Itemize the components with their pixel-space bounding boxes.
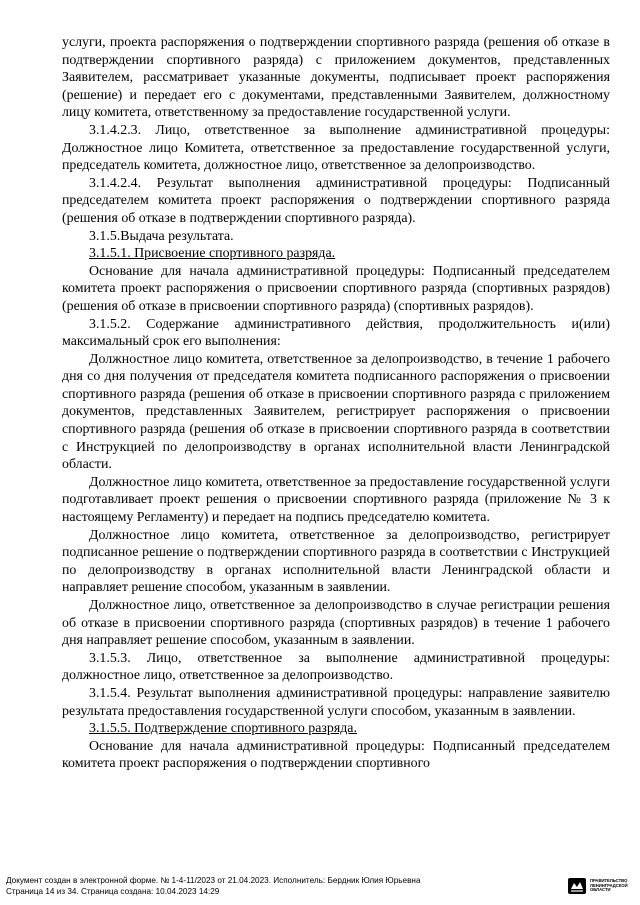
- paragraph-text: Должностное лицо комитета, ответственное за делопроизводство, регистрирует подписанное решение о подтверждении спортивного разряда в соответствии с Инструкцией по делопроизводству в органах исполнительной власти Ленинградской области и направляет решение способом, указанным в заявлении.: [62, 527, 610, 596]
- paragraph-text: 3.1.5.2. Содержание административного действия, продолжительность и(или) максимальный срок его выполнения:: [62, 316, 610, 350]
- paragraph: [62, 738, 610, 773]
- footer-logo-text: ПРАВИТЕЛЬСТВО ЛЕНИНГРАДСКОЙ ОБЛАСТИ: [590, 878, 628, 893]
- paragraph-text: Основание для начала административной процедуры: Подписанный председателем комитета проект распоряжения о присвоении спортивного разряда (спортивных разрядов) (решения об отказе в присвоении спортивного разряда) (спортивных разрядов).: [62, 263, 610, 314]
- paragraph-text: 3.1.5.3. Лицо, ответственное за выполнение административной процедуры: должностное лицо, ответственное за делопроизводство.: [62, 650, 610, 684]
- document-footer: [6, 876, 634, 902]
- paragraph: [62, 527, 610, 597]
- paragraph: [62, 245, 610, 263]
- paragraph: [62, 720, 610, 738]
- paragraph: [62, 175, 610, 228]
- paragraph-text: 3.1.5.1. Присвоение спортивного разряда.: [89, 246, 336, 262]
- paragraph: [62, 316, 610, 351]
- paragraph: [62, 34, 610, 122]
- paragraph: [62, 228, 610, 246]
- paragraph-text: Должностное лицо, ответственное за делопроизводство в случае регистрации решения об отказе в присвоении спортивного разряда (спортивных разрядов) в течение 1 рабочего дня направляет решение способом, указанным в заявлении.: [62, 598, 610, 649]
- paragraph-text: 3.1.4.2.3. Лицо, ответственное за выполнение административной процедуры: Должностное лицо Комитета, ответственное за предоставление государственной услуги, председатель комитета, должностное лицо, ответственное за делопроизводство.: [62, 122, 610, 174]
- paragraph-text: 3.1.4.2.4. Результат выполнения административной процедуры: Подписанный председателем комитета проект распоряжения о подтверждении спортивного разряда (решения об отказе в подтверждении спортивного разряда).: [62, 175, 610, 226]
- footer-logo: [567, 877, 634, 895]
- government-emblem-icon: [567, 877, 587, 895]
- paragraph: [62, 474, 610, 527]
- paragraph-text: 3.1.5.5. Подтверждение спортивного разряда.: [89, 721, 357, 737]
- paragraph-text: 3.1.5.Выдача результата.: [89, 228, 234, 244]
- paragraph: [62, 597, 610, 650]
- paragraph: [62, 263, 610, 316]
- paragraph-text: Основание для начала административной процедуры: Подписанный председателем комитета проект распоряжения о подтверждении спортивного: [62, 738, 610, 772]
- paragraph: [62, 685, 610, 720]
- paragraph-text: 3.1.5.4. Результат выполнения административной процедуры: направление заявителю результата предоставления государственной услуги способом, указанным в заявлении.: [62, 685, 610, 719]
- document-body: [62, 34, 610, 773]
- paragraph: [62, 122, 610, 175]
- footer-doc-info: Документ создан в электронной форме. № 1-4-11/2023 от 21.04.2023. Исполнитель: Бердник Юлия Юрьевна: [6, 876, 421, 885]
- paragraph: [62, 351, 610, 474]
- footer-page-info: Страница 14 из 34. Страница создана: 10.04.2023 14:29: [6, 886, 220, 896]
- paragraph-text: Должностное лицо комитета, ответственное за предоставление государственной услуги подготавливает проект решения о присвоении спортивного разряда (приложение № 3 к настоящему Регламенту) и передает на подпись председателю комитета.: [62, 474, 610, 526]
- paragraph-text: услуги, проекта распоряжения о подтверждении спортивного разряда (решения об отказе в подтверждении спортивного разряда) с приложением документов, представленных Заявителем, рассматривает указанные документы, подписывает проект распоряжения (решение) и передает его с документами, представленными Заявителем, должностному лицу комитета, ответственному за предоставление государственной услуги.: [62, 35, 610, 121]
- paragraph-text: Должностное лицо комитета, ответственное за делопроизводство, в течение 1 рабочего дня со дня получения от председателя комитета подписанного распоряжения о присвоении спортивного разряда (решения об отказе в присвоении спортивного разряда с приложением документов, представленных Заявителем, регистрирует распоряжения о присвоении спортивного разряда (решения об отказе в присвоении спортивного разряда в соответствии с Инструкцией по делопроизводству в органах исполнительной власти Ленинградской области.: [62, 351, 610, 473]
- paragraph: [62, 650, 610, 685]
